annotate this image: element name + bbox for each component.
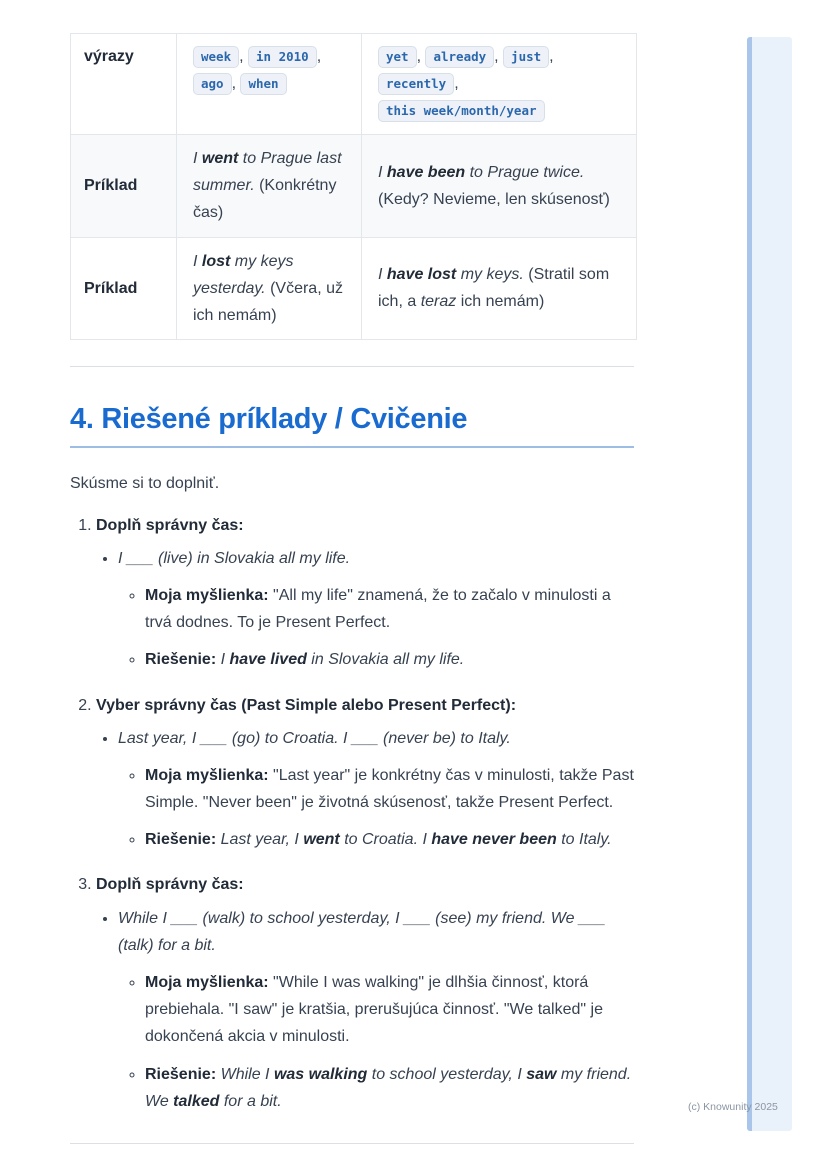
exercise-title: 2. Vyber správny čas (Past Simple alebo Present Perfect): <box>96 696 517 714</box>
text-segment: (Kedy? Nevieme, len skúsenosť) <box>378 190 610 208</box>
text-segment: , <box>454 75 459 92</box>
text-segment: was walking <box>273 1065 368 1083</box>
step-item <box>145 826 634 853</box>
section-heading: 4. Riešené príklady / Cvičenie <box>70 401 634 448</box>
row-label: Príklad <box>71 237 177 340</box>
exercise-item <box>96 512 634 674</box>
step-label: Moja myšlienka: <box>145 586 269 604</box>
text-segment: have lost <box>386 266 457 284</box>
text-segment: I <box>220 651 230 669</box>
text-segment: my keys yesterday. <box>193 252 294 297</box>
exercise-prompt <box>118 725 634 854</box>
text-segment: (Stratil som ich, a <box>378 266 610 311</box>
page-edge-accent <box>747 37 792 1131</box>
text-segment: , <box>494 48 504 65</box>
text-segment: , <box>316 48 322 65</box>
prompt-list <box>96 545 634 674</box>
text-segment: in Slovakia all my life. <box>306 651 465 669</box>
text-segment: to Prague twice. <box>465 163 585 181</box>
step-label: Riešenie: <box>145 1065 217 1083</box>
table-row <box>71 135 637 238</box>
step-item <box>145 1061 634 1115</box>
text-segment: lost <box>201 252 231 270</box>
text-segment: have lived <box>229 651 307 669</box>
copyright-watermark: (c) Knowunity 2025 <box>688 1101 778 1113</box>
text-segment: went <box>303 831 340 849</box>
text-segment: "Last year" je konkrétny čas v minulosti, takže Past Simple. "Never been" je životná skúsenosť, takže Present Perfect. <box>145 766 634 812</box>
text-segment: to Italy. <box>556 831 612 849</box>
exercise-list <box>70 512 634 1115</box>
text-segment: my keys. <box>456 266 524 284</box>
text-segment: have never been <box>431 831 557 849</box>
past-simple-cell <box>177 135 362 238</box>
text-segment: , <box>239 48 248 65</box>
text-segment: have been <box>386 163 466 181</box>
past-simple-cell <box>177 237 362 340</box>
text-segment: (Včera, už ich nemám) <box>193 279 343 324</box>
text-segment: Last year, I <box>220 831 304 849</box>
section-divider-top <box>70 366 634 367</box>
page-edge-line <box>747 37 752 1131</box>
text-segment: (Konkrétny čas) <box>193 177 337 222</box>
step-item <box>145 762 634 816</box>
text-segment: , <box>549 48 554 65</box>
text-segment: I <box>193 252 202 270</box>
section-divider-bottom <box>70 1143 634 1144</box>
code-tag: just <box>503 46 549 68</box>
document-content <box>70 0 634 1144</box>
present-perfect-cell <box>362 34 637 135</box>
text-segment: I ___ (live) in Slovakia all my life. <box>118 549 351 567</box>
code-tag: ago <box>193 73 232 95</box>
exercise-item <box>96 871 634 1115</box>
code-tag: week <box>193 46 239 68</box>
step-item <box>145 969 634 1051</box>
grammar-comparison-table <box>70 33 637 340</box>
code-tag: this week/month/year <box>378 100 545 122</box>
solution-steps <box>118 762 634 854</box>
text-segment: Last year, I ___ (go) to Croatia. I ___ (never be) to Italy. <box>118 729 511 747</box>
text-segment: saw <box>526 1065 557 1083</box>
row-label: výrazy <box>71 34 177 135</box>
past-simple-cell <box>177 34 362 135</box>
exercise-title: 1. Doplň správny čas: <box>96 516 244 534</box>
step-label: Riešenie: <box>145 651 217 669</box>
text-segment: to Prague last summer. <box>193 150 342 195</box>
step-label: Moja myšlienka: <box>145 766 269 784</box>
text-segment: to school yesterday, I <box>367 1065 527 1083</box>
text-segment: , <box>416 48 426 65</box>
code-tag: in 2010 <box>248 46 317 68</box>
text-segment: teraz <box>420 293 457 311</box>
intro-paragraph: Skúsme si to doplniť. <box>70 475 220 493</box>
text-segment: ich nemám) <box>456 293 545 311</box>
table-row <box>71 34 637 135</box>
solution-steps <box>118 969 634 1115</box>
text-segment: I <box>193 150 202 167</box>
code-tag: recently <box>378 73 454 95</box>
table-row <box>71 237 637 340</box>
text-segment: While I ___ (walk) to school yesterday, I ___ (see) my friend. We ___ (talk) for a bit. <box>118 909 606 954</box>
text-segment: I <box>378 163 387 181</box>
present-perfect-cell <box>362 237 637 340</box>
exercise-item <box>96 692 634 854</box>
text-segment: for a bit. <box>219 1092 282 1110</box>
exercise-prompt <box>118 905 634 1115</box>
text-segment: talked <box>173 1092 220 1110</box>
step-item <box>145 582 634 636</box>
step-item <box>145 646 634 673</box>
grammar-table-body <box>71 34 637 340</box>
text-segment: my friend. We <box>145 1065 632 1110</box>
text-segment: "All my life" znamená, že to začalo v minulosti a trvá dodnes. To je Present Perfect. <box>145 586 611 632</box>
exercise-prompt <box>118 545 634 674</box>
text-segment: I <box>378 266 387 284</box>
text-segment: went <box>201 150 239 167</box>
text-segment: While I <box>220 1065 274 1083</box>
exercise-title: 3. Doplň správny čas: <box>96 876 244 894</box>
prompt-list <box>96 725 634 854</box>
text-segment: , <box>231 75 241 92</box>
text-segment: "While I was walking" je dlhšia činnosť, ktorá prebiehala. "I saw" je kratšia, prerušujúca činnosť. "We talked" je dokončená akcia v minulosti. <box>145 974 603 1046</box>
code-tag: yet <box>378 46 417 68</box>
step-label: Moja myšlienka: <box>145 974 269 991</box>
present-perfect-cell <box>362 135 637 238</box>
code-tag: when <box>240 73 286 95</box>
solution-steps <box>118 582 634 674</box>
text-segment: to Croatia. I <box>339 831 432 849</box>
step-label: Riešenie: <box>145 831 217 849</box>
row-label: Príklad <box>71 135 177 238</box>
prompt-list <box>96 905 634 1115</box>
code-tag: already <box>425 46 494 68</box>
